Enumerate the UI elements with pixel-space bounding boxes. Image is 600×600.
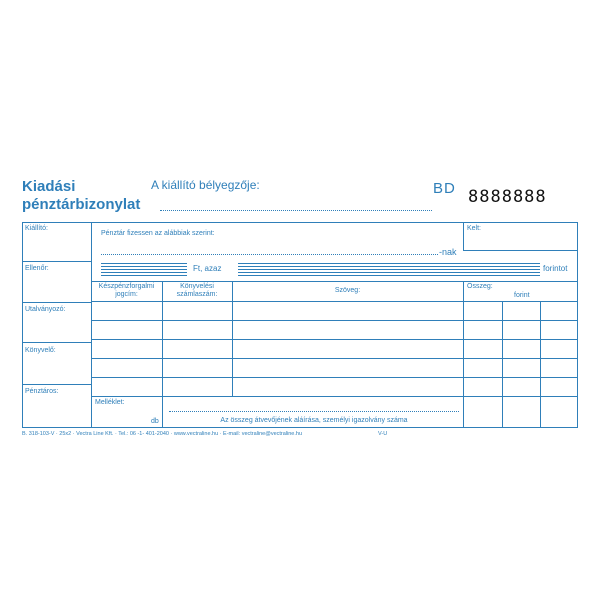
ft-azaz-label: Ft, azaz xyxy=(193,264,222,273)
amount-subdivider xyxy=(540,301,541,428)
role-divider xyxy=(22,302,91,303)
account-header-line2: számlaszám: xyxy=(176,291,218,298)
printer-footer: B. 318-103-V · 25x2 · Vectra Line Kft. · Tel.: 06 -1- 401-2040 · www.vectraline.hu · E-mail: vectraline@vectraline.hu xyxy=(22,431,303,437)
issuer-label: Kiállító: xyxy=(25,225,48,232)
date-box-bottom xyxy=(463,250,578,251)
table-col-divider xyxy=(463,281,464,428)
stamp-line xyxy=(160,210,432,211)
cash-code-header-line1: Készpénzforgalmi xyxy=(98,283,155,290)
amount-words-field[interactable] xyxy=(238,263,540,276)
form-title-line2: pénztárbizonylat xyxy=(22,196,141,213)
bookkeeper-label: Könyvelő: xyxy=(25,347,56,354)
pay-instruction: Pénztár fizessen az alábbiak szerint: xyxy=(101,230,215,237)
table-row-border xyxy=(91,396,578,397)
cash-code-header-line2: jogcím: xyxy=(115,291,138,298)
role-divider xyxy=(22,261,91,262)
attachment-unit: db xyxy=(151,418,159,425)
role-divider xyxy=(22,342,91,343)
serial-number: 8888888 xyxy=(468,187,547,207)
date-box-left xyxy=(463,222,464,250)
checker-label: Ellenőr: xyxy=(25,265,49,272)
series-code: BD xyxy=(433,180,456,197)
amount-header: Összeg: xyxy=(467,283,493,290)
form-frame xyxy=(22,222,578,428)
cash-code-header xyxy=(91,283,162,299)
footer-mark: V-U xyxy=(378,431,388,437)
text-header: Szöveg: xyxy=(334,287,361,294)
signature-line[interactable] xyxy=(169,411,459,412)
table-col-divider xyxy=(232,281,233,396)
signature-caption: Az összeg átvevőjének aláírása, személyi igazolvány száma xyxy=(220,417,408,424)
form-title-line1: Kiadási xyxy=(22,178,76,195)
cashier-label: Pénztáros: xyxy=(25,388,59,395)
table-row-border xyxy=(91,358,578,359)
stamp-label: A kiállító bélyegzője: xyxy=(151,178,260,192)
amount-subdivider xyxy=(502,301,503,428)
forintot-label: forintot xyxy=(543,264,568,273)
role-column-divider xyxy=(91,222,92,428)
payee-line[interactable] xyxy=(101,254,438,255)
table-col-divider xyxy=(162,281,163,428)
account-header-line1: Könyvelési xyxy=(180,283,214,290)
date-label: Kelt: xyxy=(467,225,482,232)
table-header-border xyxy=(91,301,578,302)
amount-figure-field[interactable] xyxy=(101,263,187,276)
attachment-label: Melléklet: xyxy=(95,399,125,406)
authorizer-label: Utalványozó: xyxy=(25,306,66,313)
amount-unit: forint xyxy=(514,292,530,299)
account-header xyxy=(162,283,232,299)
table-row-border xyxy=(91,339,578,340)
role-divider xyxy=(22,384,91,385)
table-row-border xyxy=(91,320,578,321)
table-top-border xyxy=(91,281,578,282)
nak-suffix: -nak xyxy=(439,247,457,257)
table-row-border xyxy=(91,377,578,378)
